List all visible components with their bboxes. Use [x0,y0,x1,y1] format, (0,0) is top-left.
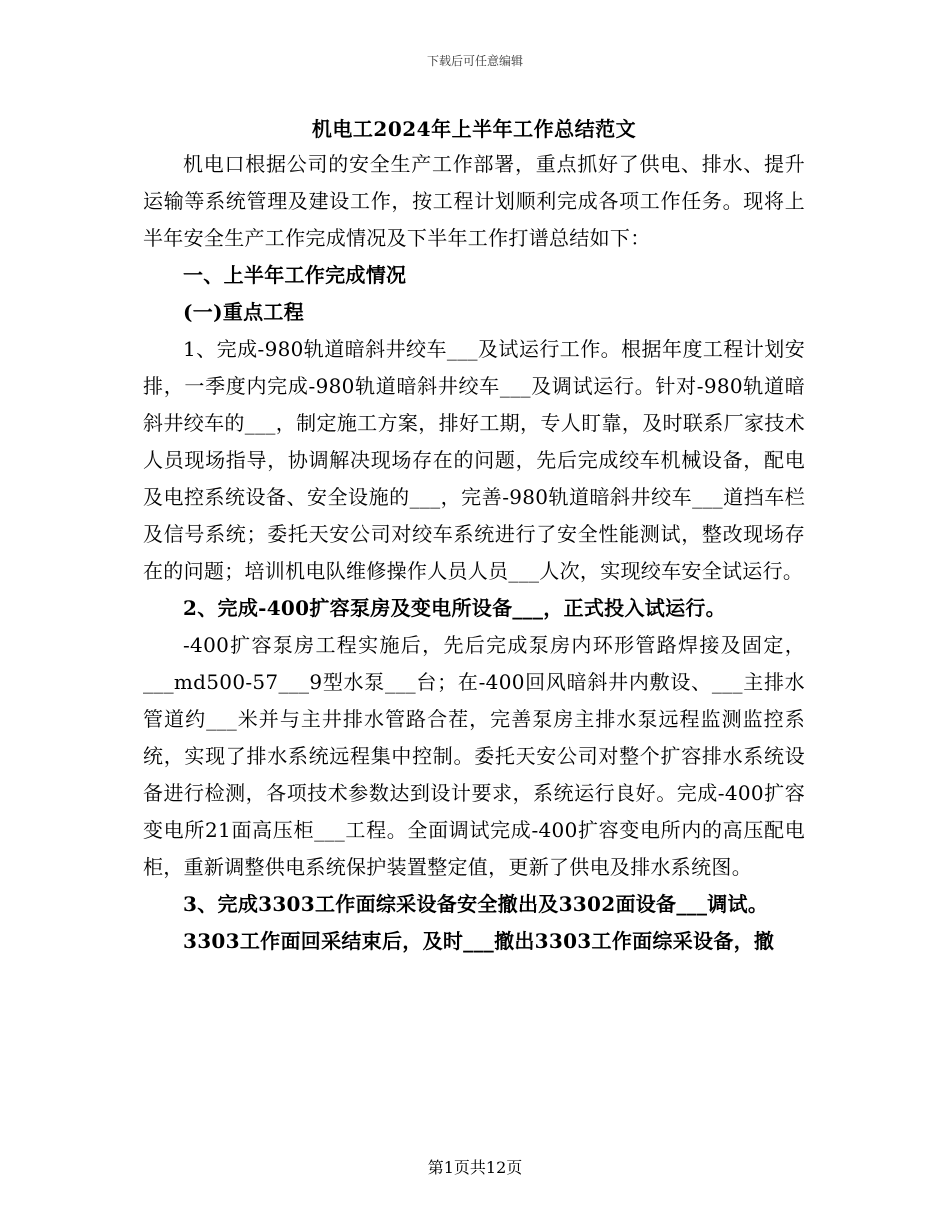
item2-heading: 2、完成-400扩容泵房及变电所设备___，正式投入试运行。 [183,596,726,620]
section-heading: 一、上半年工作完成情况 [183,263,407,287]
item3-paragraph: 3303工作面回采结束后，及时___撤出3303工作面综采设备，撤 [183,929,775,953]
page-footer: 第1页共12页 [427,1158,523,1177]
item2-paragraph: -400扩容泵房工程实施后，先后完成泵房内环形管路焊接及固定，___md500-57___9型水泵___台；在-400回风暗斜井内敷设、___主排水管道约___米并与主井排水管路合茬，完善泵房主排水泵远程监测监控系统，实现了排水系统远程集中控制。委托天安公司对整个扩容排水系统设备进行检测，各项技术参数达到设计要求，系统运行良好。完成-400扩容变电所21面高压柜___工程。全面调试完成-400扩容变电所内的高压配电柜，重新调整供电系统保护装置整定值，更新了供电及排水系统图。 [143,633,805,879]
intro-paragraph: 机电口根据公司的安全生产工作部署，重点抓好了供电、排水、提升运输等系统管理及建设工作，按工程计划顺利完成各项工作任务。现将上半年安全生产工作完成情况及下半年工作打谱总结如下： [143,152,805,250]
page-header: 下载后可任意编辑 [426,54,523,68]
document-title: 机电工2024年上半年工作总结范文 [311,117,637,141]
item1-paragraph: 1、完成-980轨道暗斜井绞车___及试运行工作。根据年度工程计划安排，一季度内完成-980轨道暗斜井绞车___及调试运行。针对-980轨道暗斜井绞车的___，制定施工方案，排好工期，专人盯靠，及时联系厂家技术人员现场指导，协调解决现场存在的问题，先后完成绞车机械设备，配电及电控系统设备、安全设施的___，完善-980轨道暗斜井绞车___道挡车栏及信号系统；委托天安公司对绞车系统进行了安全性能测试，整改现场存在的问题；培训机电队维修操作人员人员___人次，实现绞车安全试运行。 [143,337,805,583]
item3-heading: 3、完成3303工作面综采设备安全撤出及3302面设备___调试。 [183,892,769,916]
document-body [143,112,805,960]
subsection-heading: (一)重点工程 [183,300,305,324]
